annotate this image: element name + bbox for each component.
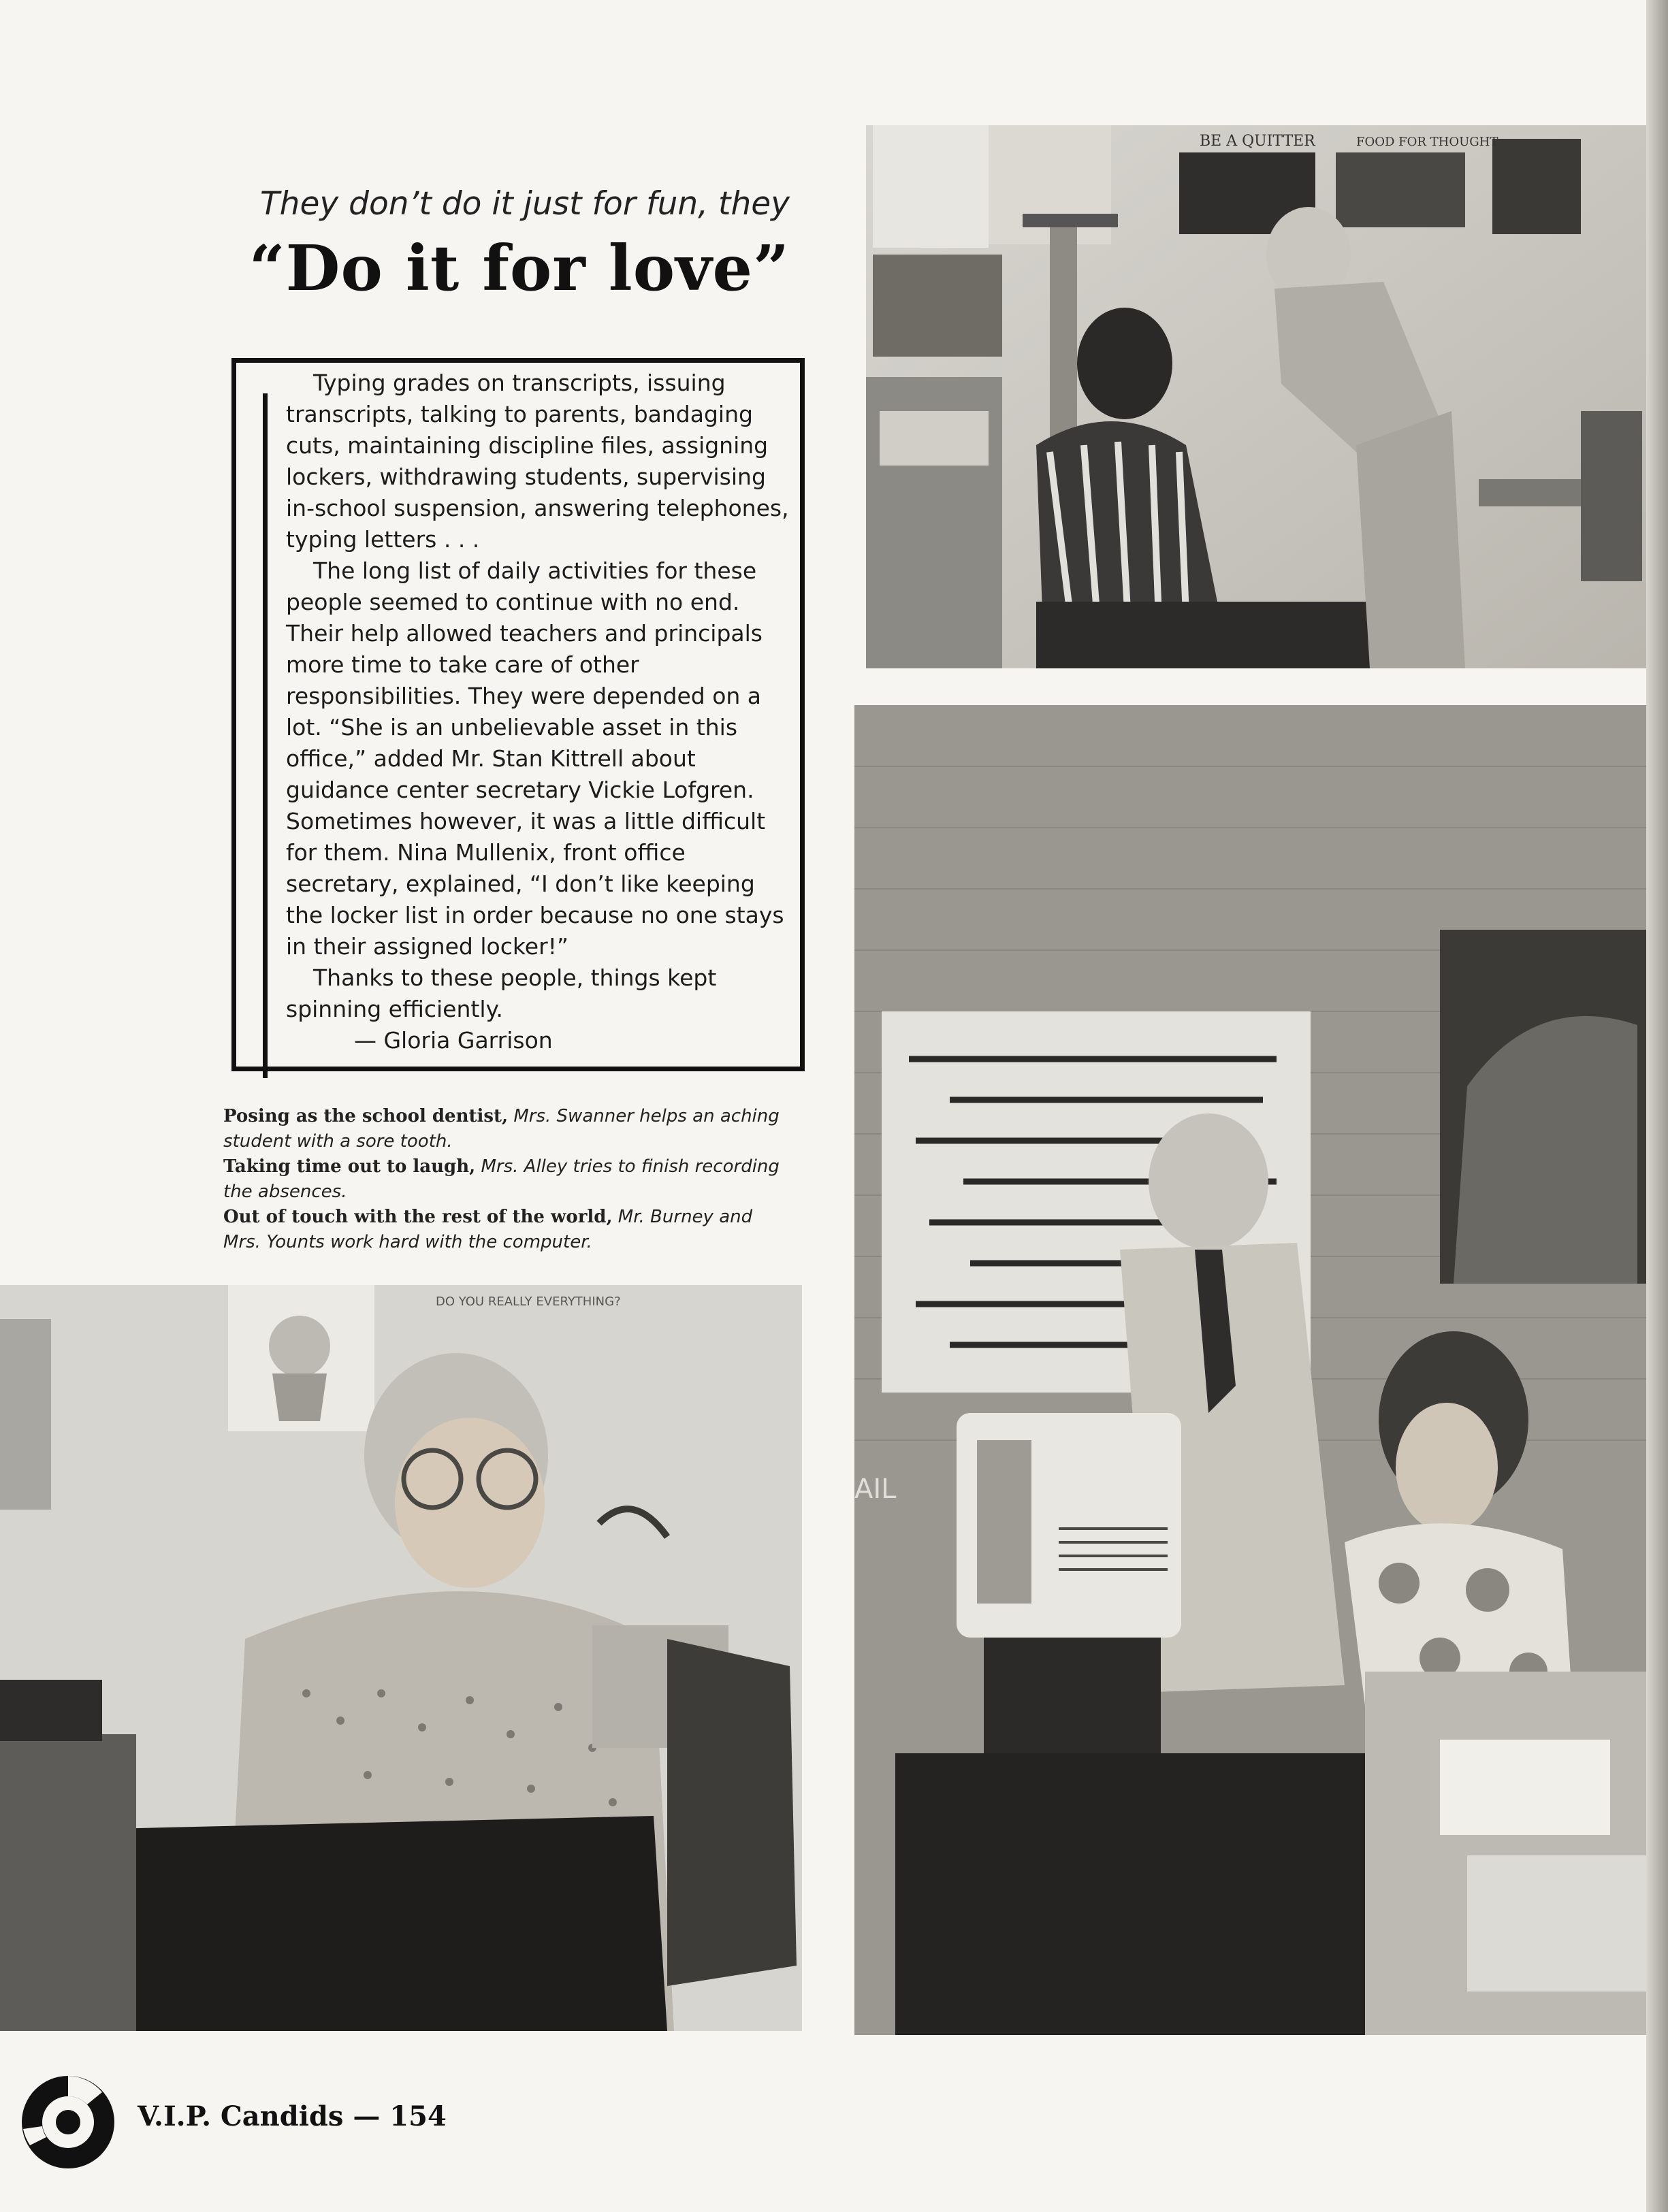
- caption-lead: Taking time out to laugh,: [223, 1156, 476, 1177]
- poster-sign-food: FOOD FOR THOUGHT: [1356, 135, 1498, 149]
- story-paragraph-1: Typing grades on transcripts, issuing transcripts, talking to parents, bandaging cuts, maintaining discipline files, assigning lockers, withdrawing students, supervising in-school suspension, answering telephones, typing letters . . .: [286, 370, 789, 553]
- caption-text: Mr. Burney and Mrs. Younts work hard with the computer.: [223, 1207, 753, 1252]
- photo-attendance: [0, 1285, 802, 2031]
- headline-kicker: They don’t do it just for fun, they: [259, 185, 790, 223]
- wall-sign: AIL: [854, 1474, 897, 1505]
- story-paragraph-2: The long list of daily activities for these people seemed to continue with no end. Their help allowed teachers and principals more time to take care of other responsibilities. They were depended on a lot. “She is an unbelievable asset in this office,” added Mr. Stan Kittrell about guidance center secretary Vickie Lofgren. Sometimes however, it was a little difficult for them. Nina Mullenix, front office secretary, explained, “I don’t like keeping the locker list in order because no one stays in their assigned locker!”: [286, 557, 784, 960]
- story-byline: — Gloria Garrison: [354, 1027, 553, 1054]
- footer-section-label: V.I.P. Candids: [138, 2100, 344, 2132]
- page-number: 154: [389, 2100, 447, 2132]
- poster-sign-quitter: BE A QUITTER: [1200, 133, 1315, 150]
- headline-title: “Do it for love”: [248, 231, 790, 305]
- page-footer: [138, 2100, 447, 2132]
- story-text: [286, 368, 797, 1056]
- photo-computer: [854, 705, 1646, 2035]
- photo-dentist: [866, 125, 1646, 668]
- caption-computer: [223, 1205, 795, 1255]
- caption-dentist: [223, 1104, 795, 1154]
- caption-text: Mrs. Alley tries to finish recording the absences.: [223, 1156, 780, 1202]
- photo-captions: [223, 1104, 795, 1255]
- section-logo-icon: [20, 2075, 116, 2170]
- caption-lead: Posing as the school dentist,: [223, 1106, 509, 1126]
- wall-note: DO YOU REALLY EVERYTHING?: [436, 1295, 621, 1309]
- footer-separator: —: [353, 2100, 381, 2132]
- caption-laugh: [223, 1154, 795, 1205]
- page-edge: [1646, 0, 1668, 2212]
- caption-lead: Out of touch with the rest of the world,: [223, 1207, 613, 1227]
- caption-text: Mrs. Swanner helps an aching student with a sore tooth.: [223, 1106, 780, 1152]
- story-paragraph-3: Thanks to these people, things kept spinning efficiently.: [286, 964, 717, 1022]
- story-rule: [263, 393, 268, 1078]
